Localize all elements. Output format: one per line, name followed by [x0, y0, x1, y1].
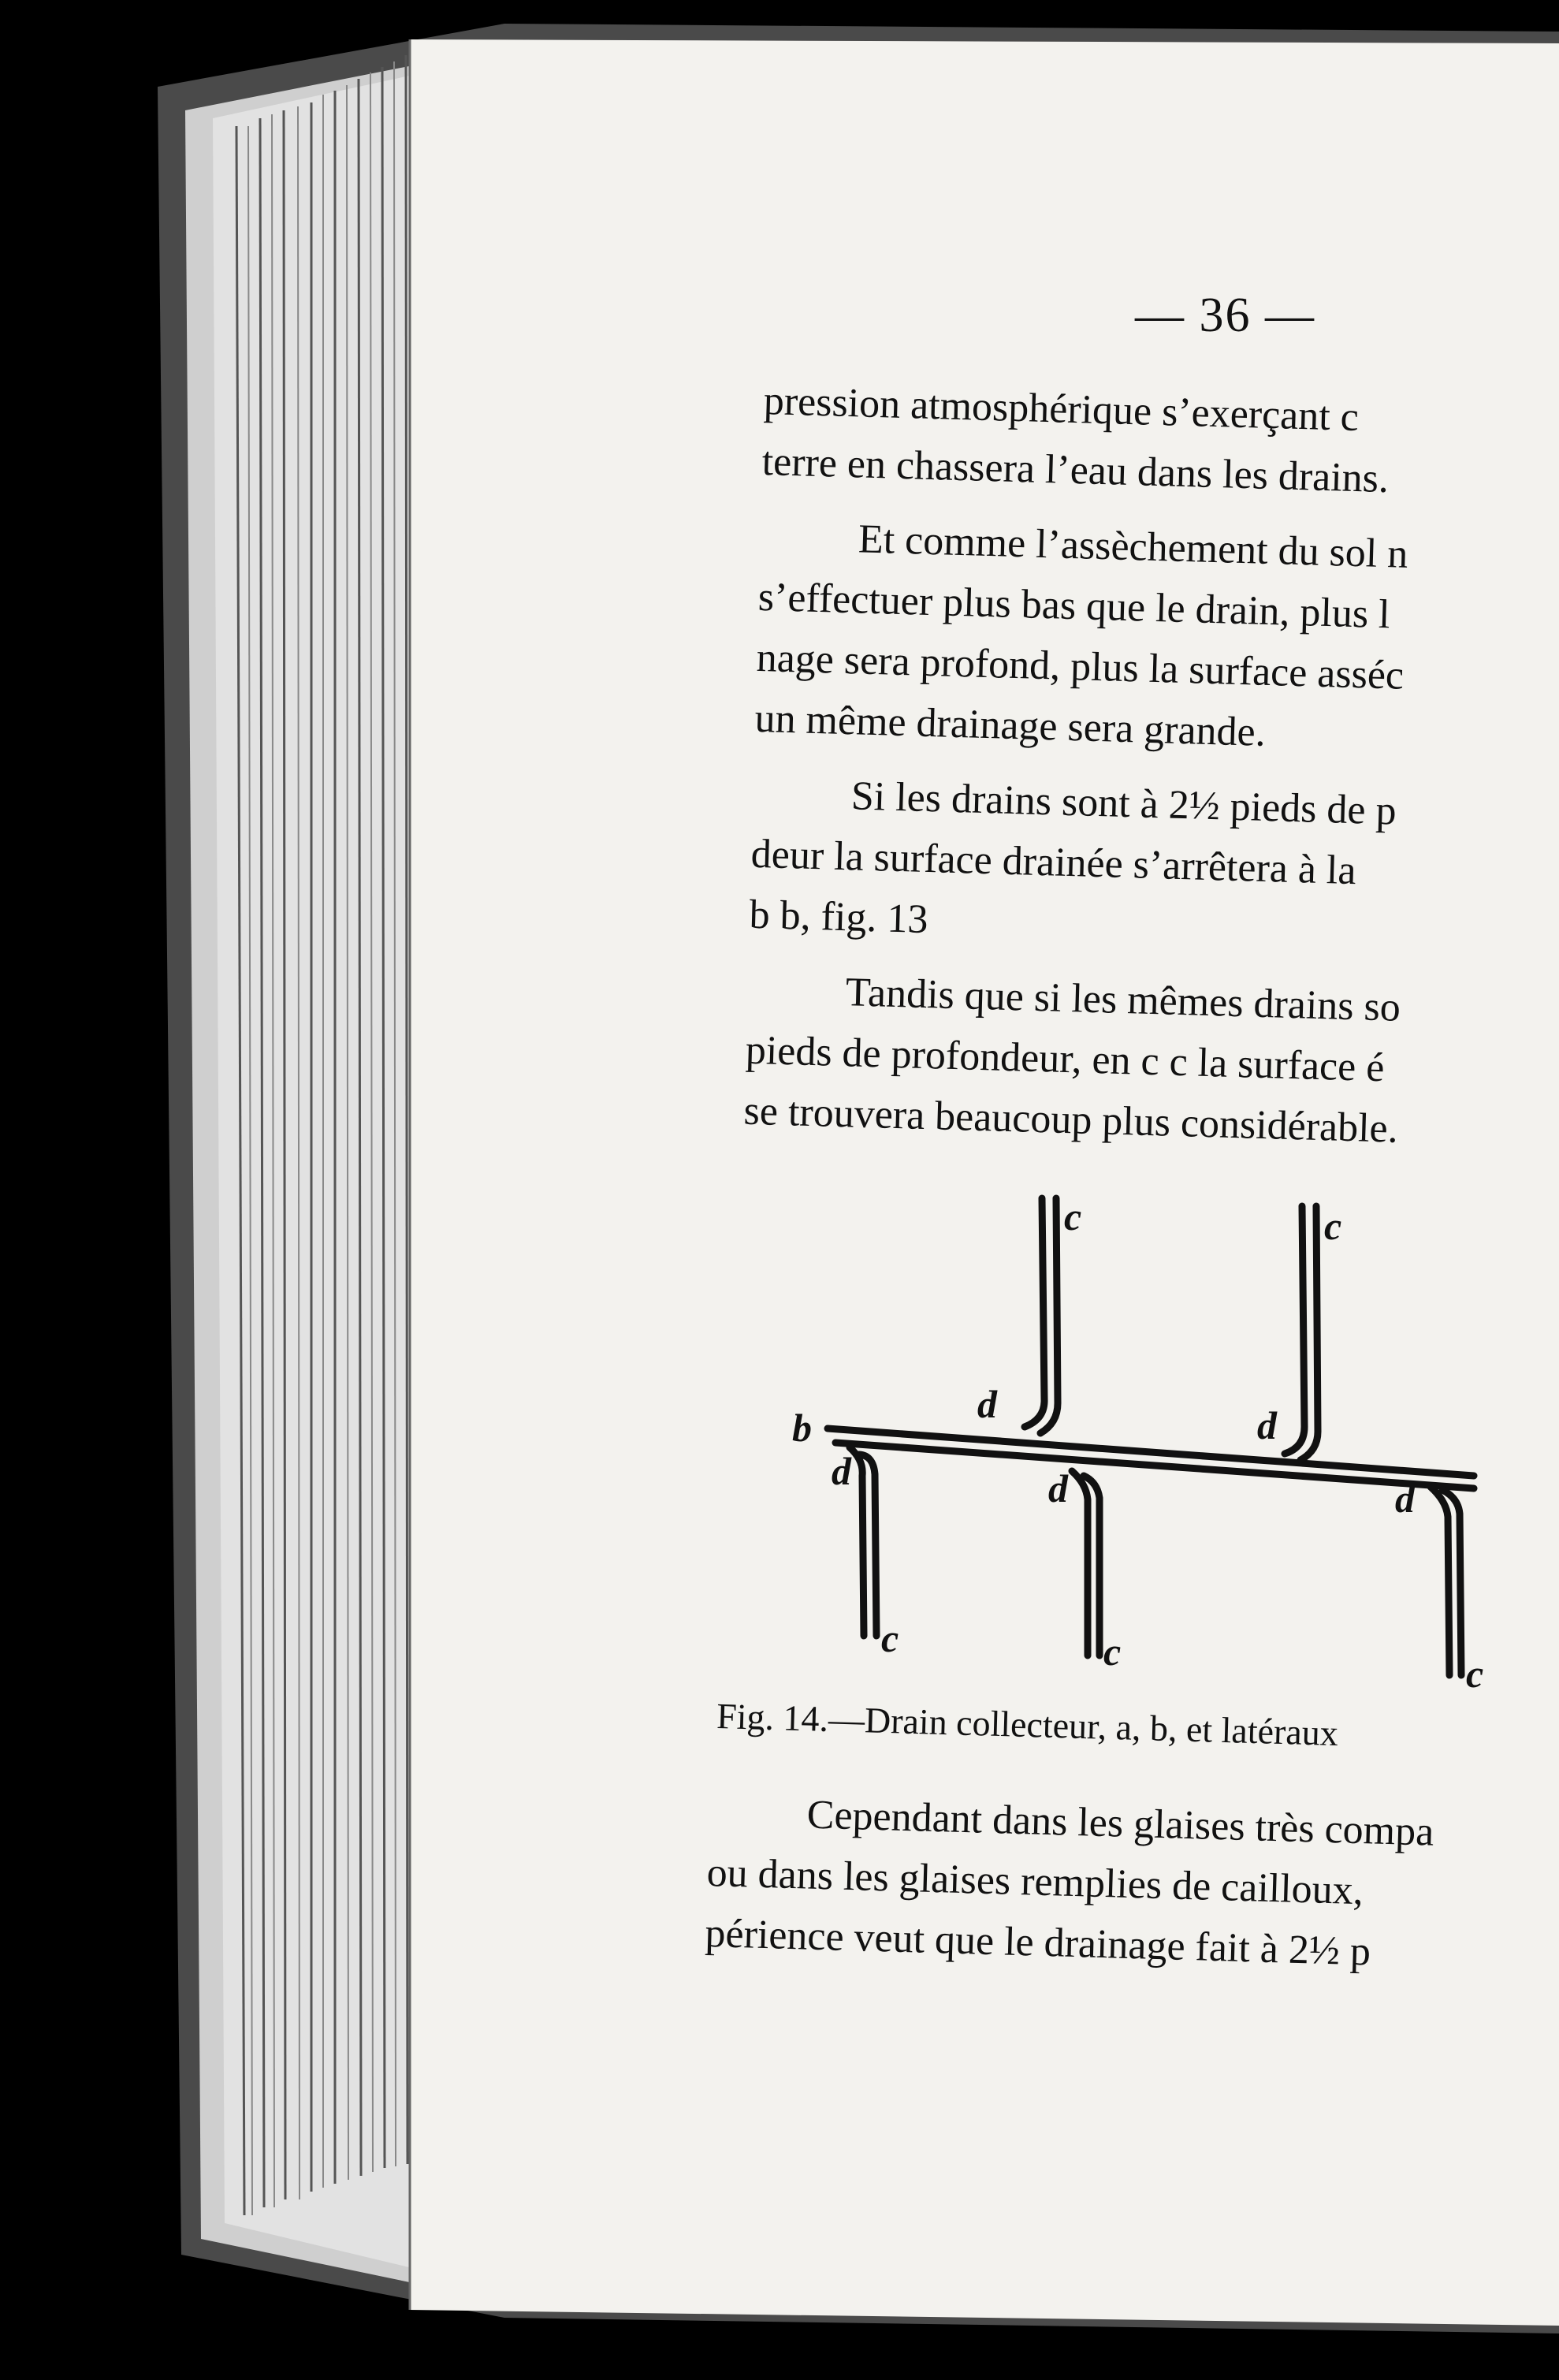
figure-label-d: d — [1257, 1403, 1277, 1447]
text-line: ou dans les glaises remplies de cailloux, — [705, 1849, 1364, 1914]
text-line: Et comme l’assèchement du sol n — [858, 516, 1409, 577]
figure-caption: Fig. 14.—Drain collecteur, a, b, et latéraux — [716, 1695, 1339, 1754]
text-line: se trouvera beaucoup plus considérable. — [742, 1088, 1399, 1152]
text-line: nage sera profond, plus la surface asséc — [756, 635, 1405, 698]
text-line: périence veut que le drainage fait à 2½ p — [704, 1910, 1371, 1975]
figure-label-c: c — [1324, 1204, 1342, 1248]
paragraph-2 — [754, 506, 1555, 771]
paragraph-4 — [743, 959, 1542, 1164]
text-line: terre en chassera l’eau dans les drains. — [761, 438, 1390, 502]
text-line: pieds de profondeur, en c c la surface é — [745, 1027, 1386, 1091]
paragraph-3 — [749, 763, 1548, 967]
text-line: pression atmosphérique s’exerçant c — [763, 378, 1360, 441]
text-line: b b, fig. 13 — [748, 892, 929, 943]
text-line: un même drainage sera grande. — [753, 695, 1267, 755]
body-text — [742, 371, 1558, 1178]
text-line: Si les drains sont à 2½ pieds de p — [850, 773, 1397, 834]
paragraph-1 — [761, 371, 1559, 514]
figure-label-d: d — [1048, 1466, 1068, 1510]
text-line: deur la surface drainée s’arrêtera à la — [750, 831, 1357, 894]
text-line: Tandis que si les mêmes drains so — [845, 970, 1401, 1030]
page-number: — 36 — — [1135, 289, 1315, 342]
lower-paragraph — [704, 1782, 1559, 2002]
figure-label-b: b — [792, 1406, 812, 1450]
text-line: Cependant dans les glaises très compa — [806, 1792, 1435, 1855]
figure-label-c: c — [1466, 1652, 1484, 1696]
figure-label-c: c — [1064, 1194, 1082, 1238]
figure-label-d: d — [832, 1449, 851, 1493]
paragraph-5 — [705, 1782, 1559, 1987]
figure-label-d: d — [1395, 1477, 1415, 1521]
figure-label-d: d — [977, 1382, 997, 1426]
figure-label-c: c — [1103, 1629, 1122, 1674]
drainage-figure — [780, 1183, 1559, 1719]
text-line: s’effectuer plus bas que le drain, plus l — [757, 574, 1391, 638]
drain-lines — [828, 1198, 1474, 1675]
figure-label-c: c — [881, 1616, 899, 1660]
